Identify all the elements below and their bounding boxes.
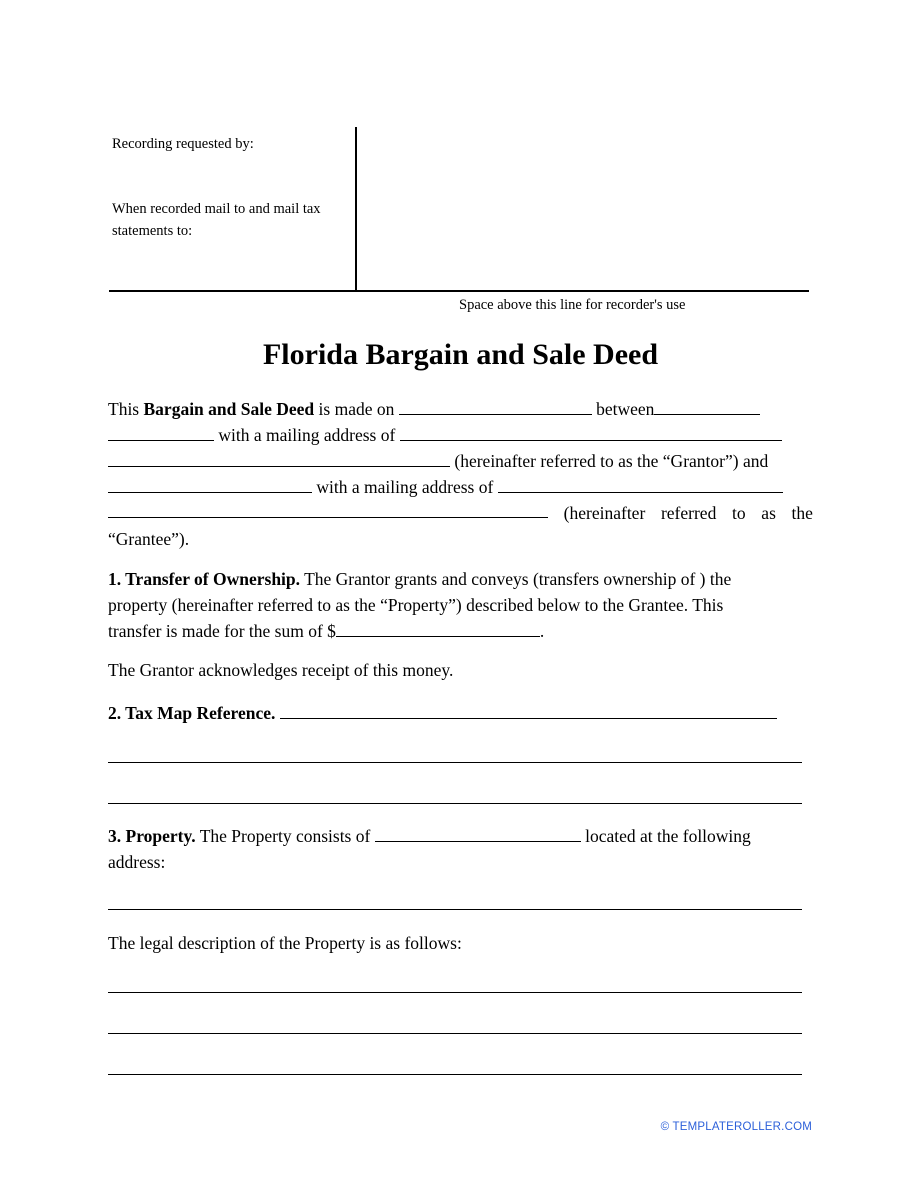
section1-line-3: transfer is made for the sum of $ . <box>108 621 545 641</box>
legal-description-label: The legal description of the Property is as follows: <box>108 933 462 953</box>
grantee-address-field[interactable] <box>498 475 783 493</box>
section-property <box>108 823 813 875</box>
recorder-space-note: Space above this line for recorder's use <box>459 297 686 313</box>
intro-line-5: (hereinafter referred to as the <box>108 500 813 526</box>
section3-heading: 3. Property. <box>108 826 196 846</box>
section1-line-1: 1. Transfer of Ownership. The Grantor grants and conveys (transfers ownership of ) the <box>108 569 732 589</box>
recording-requested-label: Recording requested by: <box>112 136 254 152</box>
property-address-field[interactable] <box>108 909 802 910</box>
tax-map-field[interactable] <box>280 701 777 719</box>
date-field[interactable] <box>399 397 592 415</box>
section2-heading: 2. Tax Map Reference. <box>108 703 276 723</box>
property-type-field[interactable] <box>375 824 581 842</box>
grantor-address-field-cont[interactable] <box>108 449 450 467</box>
mail-to-label-line1: When recorded mail to and mail tax <box>112 201 321 217</box>
tax-map-field-line-2[interactable] <box>108 762 802 763</box>
deed-name-bold: Bargain and Sale Deed <box>143 399 315 419</box>
intro-line-3: (hereinafter referred to as the “Grantor”) and <box>108 448 813 474</box>
intro-line-1: This Bargain and Sale Deed is made on between <box>108 396 813 422</box>
mail-to-label-line2: statements to: <box>112 223 193 239</box>
grantee-name-field[interactable] <box>108 475 312 493</box>
page-title: Florida Bargain and Sale Deed <box>262 338 659 371</box>
intro-line-2: with a mailing address of <box>108 422 813 448</box>
intro-paragraph <box>108 396 813 552</box>
recorder-box-divider <box>355 127 357 291</box>
tax-map-field-line-3[interactable] <box>108 803 802 804</box>
section3-line-2: address: <box>108 852 166 872</box>
grantor-name-field-cont[interactable] <box>108 423 214 441</box>
section1-acknowledgement: The Grantor acknowledges receipt of this money. <box>108 660 454 680</box>
section-transfer-of-ownership <box>108 566 813 644</box>
section1-heading: 1. Transfer of Ownership. <box>108 569 301 589</box>
grantor-name-field[interactable] <box>654 397 760 415</box>
grantor-address-field[interactable] <box>400 423 782 441</box>
legal-description-field-line-3[interactable] <box>108 1074 802 1075</box>
grantee-address-field-cont[interactable] <box>108 500 548 518</box>
footer-copyright-link[interactable]: © TEMPLATEROLLER.COM <box>660 1121 812 1133</box>
legal-description-field-line-1[interactable] <box>108 992 802 993</box>
intro-line-6: “Grantee”). <box>108 529 190 549</box>
sale-sum-field[interactable] <box>336 619 540 637</box>
legal-description-field-line-2[interactable] <box>108 1033 802 1034</box>
section1-line-2: property (hereinafter referred to as the “Property”) described below to the Grantee. This <box>108 595 724 615</box>
section-tax-map-reference <box>108 700 813 726</box>
recorder-box-bottom-line <box>109 290 809 292</box>
intro-line-4: with a mailing address of <box>108 474 813 500</box>
section3-line-1: 3. Property. The Property consists of located at the following <box>108 826 751 846</box>
